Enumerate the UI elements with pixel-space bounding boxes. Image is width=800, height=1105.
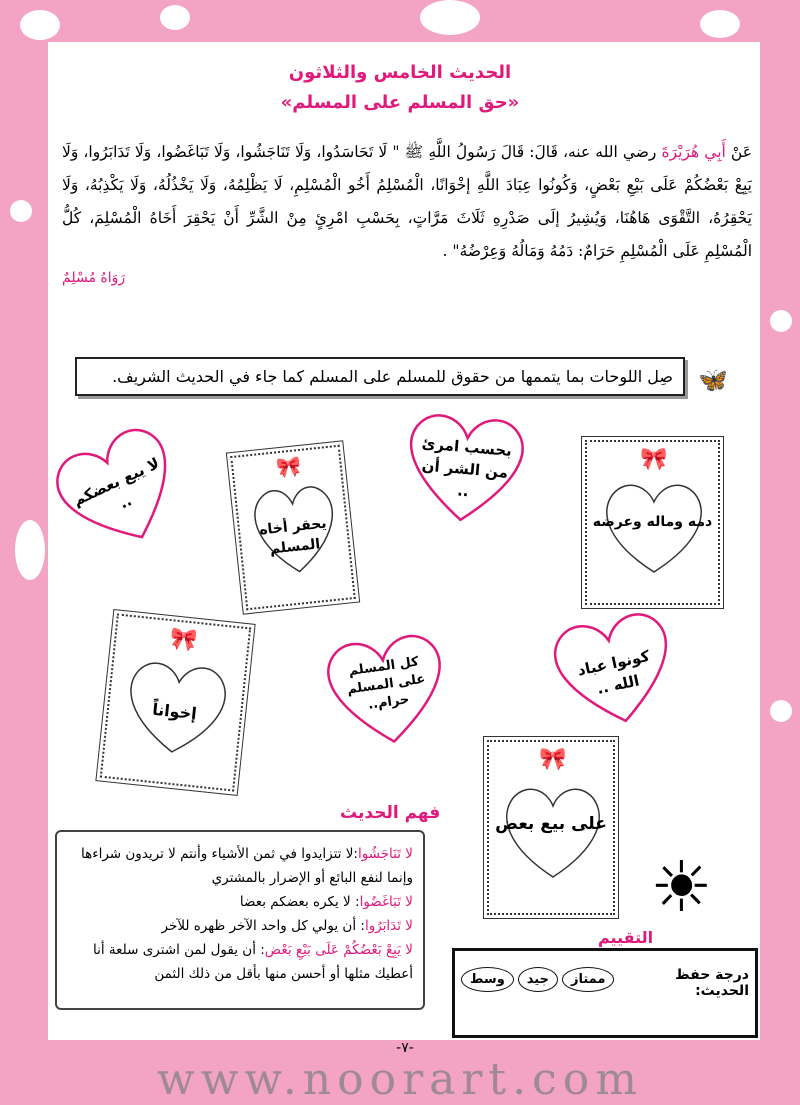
option-good[interactable]: جيد: [518, 967, 558, 992]
page-subtitle: «حق المسلم على المسلم»: [280, 92, 520, 113]
frame-label: على بيع بعض: [495, 814, 607, 834]
definition-item: [67, 938, 413, 986]
evaluation-box: [452, 948, 758, 1038]
option-average[interactable]: وسط: [461, 967, 514, 992]
svg-text:🎀: 🎀: [168, 626, 199, 654]
heart-label: لا يبع بعضكم ..: [70, 454, 163, 513]
sun-icon: ☀: [650, 846, 713, 928]
definitions-box: [55, 830, 425, 1010]
picture-frame[interactable]: [585, 440, 720, 605]
page-number: -٧-: [396, 1040, 414, 1056]
heart-label: بحسب امرئ من الشر أن ..: [421, 434, 513, 501]
hadith-section: [62, 136, 752, 288]
frame-label: دمه وماله وعرضه: [592, 514, 713, 530]
decor-dot: [15, 520, 45, 580]
definition-term: لا تَنَاجَشُوا: [357, 846, 413, 862]
definition-text: : لا يكره بعضكم بعضا: [239, 894, 360, 910]
decor-dot: [420, 0, 480, 35]
option-excellent[interactable]: ممتاز: [562, 967, 614, 992]
picture-frame[interactable]: [230, 445, 356, 611]
narrator-prefix: عَنْ: [725, 143, 752, 161]
picture-frame[interactable]: [487, 740, 615, 915]
decor-dot: [160, 5, 190, 30]
picture-frame[interactable]: [100, 613, 252, 791]
definition-item: [67, 890, 413, 914]
frame-label: يحقر أخاه المسلم: [258, 515, 328, 558]
svg-text:🎀: 🎀: [640, 447, 668, 472]
decor-dot: [770, 700, 792, 722]
definition-term: لا تَدَابَرُوا: [364, 918, 413, 934]
decor-dot: [10, 200, 32, 222]
definition-term: لا تَبَاغَضُوا: [359, 894, 413, 910]
heart-card[interactable]: [395, 403, 535, 534]
evaluation-heading: التقييم: [598, 928, 654, 947]
hadith-text: [62, 136, 752, 268]
instruction-box: صِل اللوحات بما يتممها من حقوق للمسلم على المسلم كما جاء في الحديث الشريف.: [75, 357, 685, 396]
understanding-heading: فهم الحديث: [340, 803, 441, 823]
definition-item: [67, 842, 413, 890]
definition-item: [67, 914, 413, 938]
definition-text: : أن يقول لمن اشترى سلعة أنا أعطيك مثلها أو أحسن منها بأقل من ذلك الثمن: [92, 942, 413, 982]
hadith-body: رضي الله عنه، قَالَ: قَالَ رَسُولُ اللَّهِ ﷺ " لَا تَحَاسَدُوا، وَلَا تَنَاجَشُوا، وَلَا تَبَاغَضُوا، وَلَا تَدَابَرُوا، وَلَا يَبِعْ بَعْضُكُمْ عَلَى بَيْعِ بَعْضٍ، وَكُونُوا عِبَادَ اللَّهِ إخْوَانًا، الْمُسْلِمُ أَخُو الْمُسْلِمِ، لَا يَظْلِمُهُ، وَلَا يَخْذُلُهُ، وَلَا يَكْذِبُهُ، وَلَا يَحْقِرُهُ، التَّقْوَى هَاهُنَا، وَيُشِيرُ إلَى صَدْرِهِ ثَلَاثَ مَرَّاتٍ، بِحَسْبِ امْرِئٍ مِنْ الشَّرِّ أَنْ يَحْقِرَ أَخَاهُ الْمُسْلِمَ، كُلُّ الْمُسْلِمِ عَلَى الْمُسْلِمِ حَرَامٌ: دَمُهُ وَمَالُهُ وَعِرْضُهُ" .: [62, 143, 752, 260]
page-title: الحديث الخامس والثلاثون: [288, 62, 512, 83]
hadith-source: رَوَاهُ مُسْلِمٌ: [62, 270, 126, 286]
frame-label: إخواناً: [151, 699, 198, 724]
definition-text: :لا تتزايدوا في ثمن الأشياء وأنتم لا تريدون شراءها وإنما لنفع البائع أو الإضرار بالمشتري: [81, 846, 413, 886]
evaluation-label: درجة حفظ الحديث:: [675, 967, 749, 999]
watermark: www.noorart.com: [157, 1054, 643, 1105]
definition-text: : أن يولي كل واحد الآخر ظهره للآخر: [161, 918, 365, 934]
heart-label: كل المسلم على المسلم حرام..: [346, 654, 427, 713]
decor-dot: [770, 310, 792, 332]
decor-dot: [20, 10, 60, 40]
butterfly-icon: 🦋: [698, 366, 728, 394]
definition-term: لا يَبِعْ بَعْضُكُمْ عَلَى بَيْعِ بَعْض: [264, 942, 413, 958]
heart-label: كونوا عباد الله ..: [575, 646, 652, 698]
heart-card[interactable]: [314, 622, 459, 759]
decor-dot: [700, 10, 740, 38]
svg-text:🎀: 🎀: [275, 453, 303, 481]
narrator-name: أَبِي هُرَيْرَةَ: [661, 143, 726, 161]
svg-text:🎀: 🎀: [539, 747, 567, 772]
